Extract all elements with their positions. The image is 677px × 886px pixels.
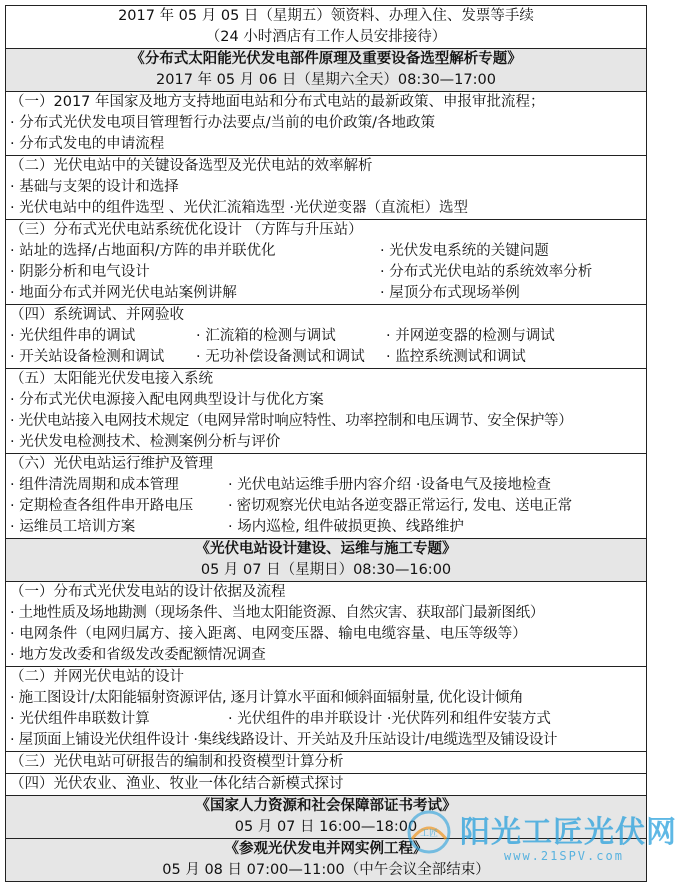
s1-section-5 (6, 369, 646, 454)
session-1-header (6, 49, 646, 92)
schedule-table (5, 5, 647, 882)
list-row (6, 262, 646, 283)
list-item: · 监控系统测试和调试 (386, 349, 526, 365)
s1-section-1 (6, 92, 646, 156)
list-item: · 光伏发电检测技术、检测案例分析与评价 (10, 434, 281, 450)
reception-note: （24 小时酒店有工作人员安排接待） (205, 29, 447, 45)
list-item: · 分布式光伏电源接入配电网典型设计与优化方案 (10, 392, 324, 408)
section-heading: （五）太阳能光伏发电接入系统 (10, 371, 213, 387)
list-item: · 电网条件（电网归属方、接入距离、电网变压器、输电电缆容量、电压等级等） (10, 626, 527, 642)
list-item: · 组件清洗周期和成本管理 (10, 477, 179, 493)
s2-section-2 (6, 667, 646, 752)
s1-section-6 (6, 454, 646, 539)
section-heading: （六）光伏电站运行维护及管理 (10, 456, 213, 472)
list-item: · 基础与支架的设计和选择 (10, 179, 179, 195)
list-item: · 并网逆变器的检测与调试 (386, 328, 555, 344)
list-item: · 光伏电站中的组件选型 、光伏汇流箱选型 ·光伏逆变器（直流柜）选型 (10, 200, 469, 216)
list-item: · 开关站设备检测和调试 (10, 349, 165, 365)
list-item: · 屋顶分布式现场举例 (380, 285, 520, 301)
registration-date: 2017 年 05 月 05 日（星期五）领资料、办理入住、发票等手续 (118, 8, 534, 24)
section-heading: （三）光伏电站可研报告的编制和投资模型计算分析 (10, 754, 344, 770)
s2-section-1 (6, 582, 646, 667)
s2-section-4 (6, 774, 646, 796)
list-item: · 施工图设计/太阳能辐射资源评估, 逐月计算水平面和倾斜面辐射量, 优化设计倾角 (10, 690, 524, 706)
session-2-header (6, 539, 646, 582)
list-item: · 地面分布式并网光伏电站案例讲解 (10, 285, 237, 301)
section-heading: （四）光伏农业、渔业、牧业一体化结合新模式探讨 (10, 776, 344, 792)
list-item: · 分布式光伏电站的系统效率分析 (380, 264, 593, 280)
section-heading: （一）2017 年国家及地方支持地面电站和分布式电站的最新政策、申报审批流程； (10, 94, 545, 110)
list-item: · 光伏发电系统的关键问题 (380, 243, 549, 259)
list-item: · 无功补偿设备测试和调试 (196, 349, 365, 365)
session-1-time: 2017 年 05 月 06 日（星期六全天）08:30—17:00 (156, 72, 496, 88)
section-heading: （四）系统调试、并网验收 (10, 307, 184, 323)
session-3-time: 05 月 07 日 16:00—18:00 (234, 819, 418, 835)
list-row (6, 283, 646, 304)
logo-text: 工匠 (419, 829, 439, 839)
list-item: · 分布式光伏发电项目管理暂行办法要点/当前的电价政策/各地政策 (10, 115, 435, 131)
s1-section-3 (6, 220, 646, 305)
section-heading: （一）分布式光伏发电站的设计依据及流程 (10, 584, 286, 600)
section-heading: （三）分布式光伏电站系统优化设计 （方阵与升压站） (10, 222, 363, 238)
list-item: · 光伏组件串联数计算 (10, 711, 150, 727)
registration-row (6, 6, 646, 49)
watermark (404, 805, 677, 867)
list-item: · 光伏电站运维手册内容介绍 ·设备电气及接地检查 (228, 477, 551, 493)
list-item: · 光伏组件的串并联设计 ·光伏阵列和组件安装方式 (228, 711, 551, 727)
watermark-brand: 阳光工匠光伏网 (460, 815, 677, 850)
list-item: · 屋顶面上铺设光伏组件设计 ·集线线路设计、开关站及升压站设计/电缆选型及铺设设计 (10, 732, 558, 748)
session-3-title: 《国家人力资源和社会保障部证书考试》 (195, 798, 457, 814)
s1-section-4 (6, 305, 646, 369)
list-row (6, 241, 646, 262)
session-2-title: 《光伏电站设计建设、运维与施工专题》 (195, 541, 457, 557)
sun-logo-icon (404, 809, 454, 855)
session-4-time: 05 月 08 日 07:00—11:00（中午会议全部结束） (162, 862, 490, 878)
list-item: · 汇流箱的检测与调试 (196, 328, 336, 344)
list-item: · 分布式发电的申请流程 (10, 136, 165, 152)
section-heading: （二）光伏电站中的关键设备选型及光伏电站的效率解析 (10, 158, 373, 174)
list-item: · 定期检查各组件串开路电压 (10, 498, 194, 514)
list-item: · 站址的选择/占地面积/方阵的串并联优化 (10, 243, 276, 259)
list-row (6, 517, 646, 538)
list-item: · 光伏组件串的调试 (10, 328, 136, 344)
session-4-title: 《参观光伏发电并网实例工程》 (224, 841, 428, 857)
list-item: · 光伏电站接入电网技术规定（电网异常时响应特性、功率控制和电压调节、安全保护等） (10, 413, 573, 429)
list-row (6, 709, 646, 730)
watermark-url: www.21SPV.com (504, 849, 624, 863)
session-1-title: 《分布式太阳能光伏发电部件原理及重要设备选型解析专题》 (130, 51, 522, 67)
list-item: · 地方发改委和省级发改委配额情况调查 (10, 647, 266, 663)
list-item: · 阴影分析和电气设计 (10, 264, 150, 280)
list-row (6, 475, 646, 496)
s1-section-2 (6, 156, 646, 220)
list-row (6, 347, 646, 368)
s2-section-3 (6, 752, 646, 774)
list-row (6, 496, 646, 517)
list-item: · 土地性质及场地勘测（现场条件、当地太阳能资源、自然灾害、获取部门最新图纸） (10, 605, 545, 621)
list-row (6, 326, 646, 347)
list-item: · 密切观察光伏电站各逆变器正常运行, 发电、送电正常 (228, 498, 572, 514)
list-item: · 运维员工培训方案 (10, 519, 136, 535)
session-2-time: 05 月 07 日（星期日）08:30—16:00 (200, 562, 452, 578)
list-item: · 场内巡检, 组件破损更换、线路维护 (228, 519, 464, 535)
section-heading: （二）并网光伏电站的设计 (10, 669, 184, 685)
